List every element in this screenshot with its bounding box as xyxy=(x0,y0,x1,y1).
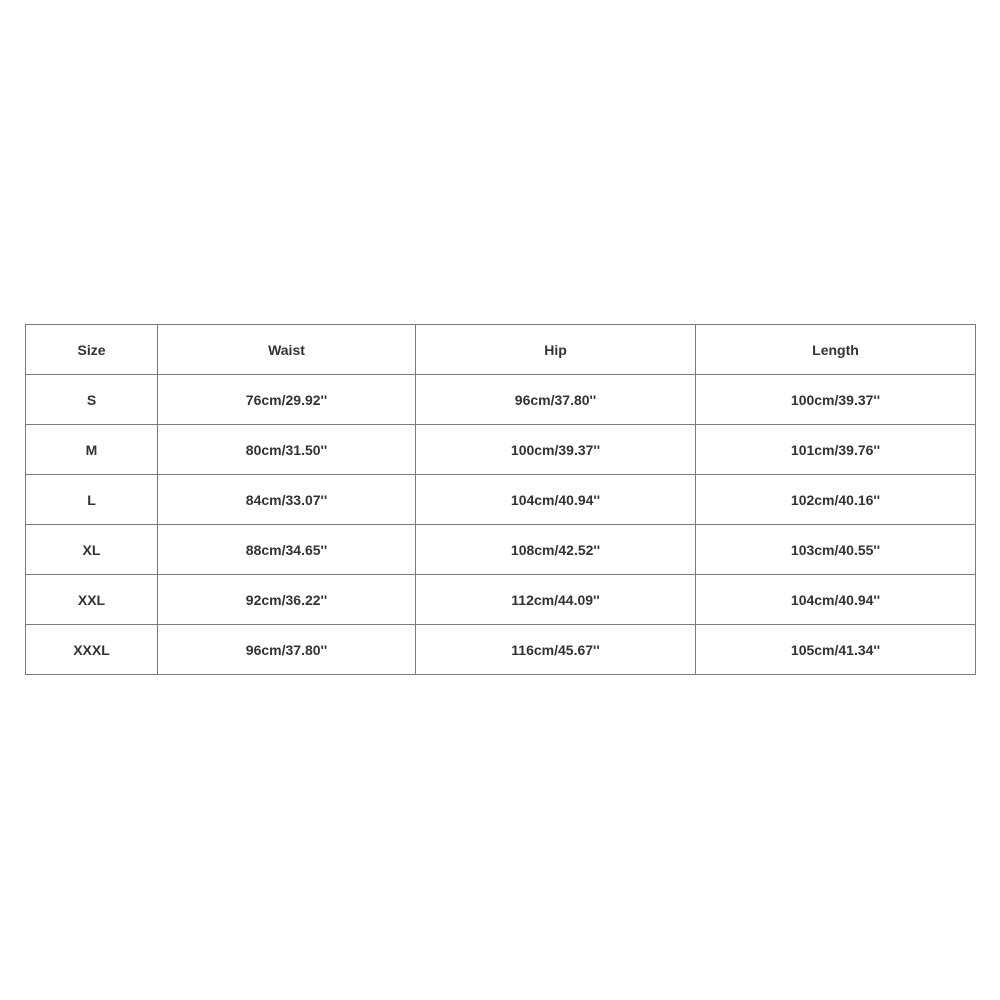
table-row xyxy=(26,625,976,675)
cell-size: XL xyxy=(26,525,158,575)
cell-waist: 80cm/31.50'' xyxy=(158,425,416,475)
header-waist: Waist xyxy=(158,325,416,375)
cell-waist: 84cm/33.07'' xyxy=(158,475,416,525)
header-size: Size xyxy=(26,325,158,375)
cell-hip: 104cm/40.94'' xyxy=(416,475,696,525)
table-row xyxy=(26,375,976,425)
cell-length: 103cm/40.55'' xyxy=(696,525,976,575)
header-hip: Hip xyxy=(416,325,696,375)
table-row xyxy=(26,525,976,575)
header-length: Length xyxy=(696,325,976,375)
cell-size: XXL xyxy=(26,575,158,625)
cell-waist: 88cm/34.65'' xyxy=(158,525,416,575)
cell-size: S xyxy=(26,375,158,425)
cell-length: 104cm/40.94'' xyxy=(696,575,976,625)
table-row xyxy=(26,575,976,625)
cell-waist: 92cm/36.22'' xyxy=(158,575,416,625)
cell-length: 101cm/39.76'' xyxy=(696,425,976,475)
cell-length: 100cm/39.37'' xyxy=(696,375,976,425)
cell-hip: 100cm/39.37'' xyxy=(416,425,696,475)
cell-size: M xyxy=(26,425,158,475)
cell-hip: 116cm/45.67'' xyxy=(416,625,696,675)
cell-waist: 96cm/37.80'' xyxy=(158,625,416,675)
cell-hip: 96cm/37.80'' xyxy=(416,375,696,425)
cell-hip: 112cm/44.09'' xyxy=(416,575,696,625)
cell-size: L xyxy=(26,475,158,525)
cell-hip: 108cm/42.52'' xyxy=(416,525,696,575)
cell-waist: 76cm/29.92'' xyxy=(158,375,416,425)
table-header-row xyxy=(26,325,976,375)
cell-size: XXXL xyxy=(26,625,158,675)
table-row xyxy=(26,425,976,475)
table-row xyxy=(26,475,976,525)
size-chart-table xyxy=(25,324,976,675)
cell-length: 105cm/41.34'' xyxy=(696,625,976,675)
cell-length: 102cm/40.16'' xyxy=(696,475,976,525)
